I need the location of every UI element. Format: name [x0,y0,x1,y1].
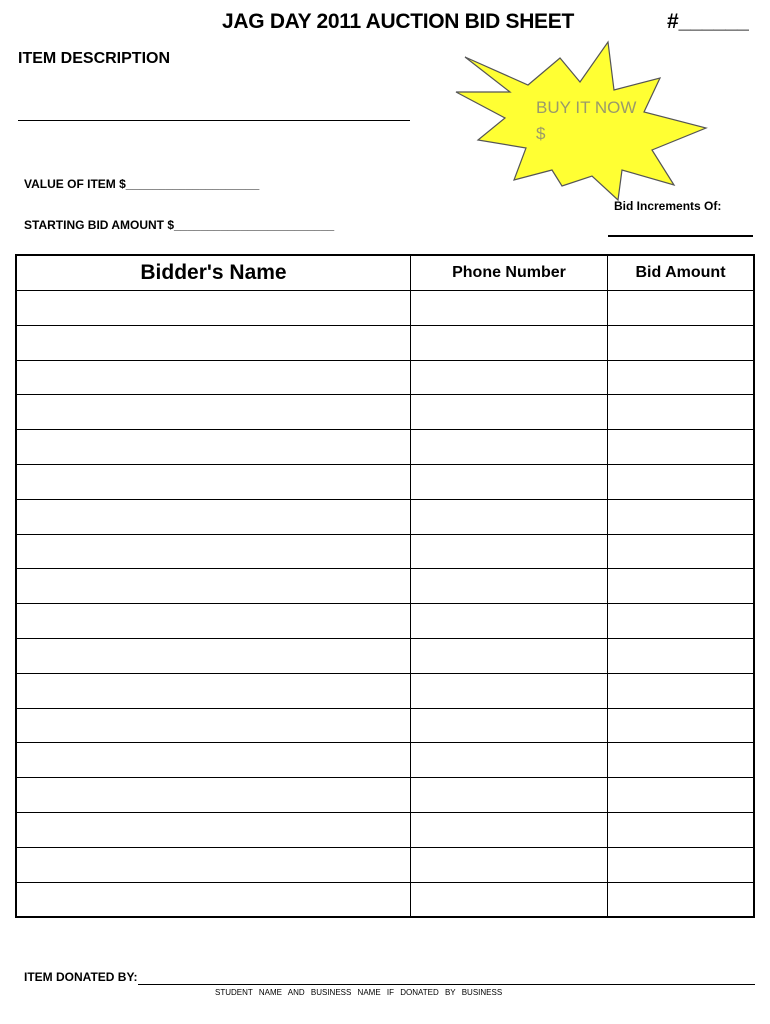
bidder-name-cell[interactable] [16,673,411,708]
bidder-name-cell[interactable] [16,291,411,326]
bid-amount-cell[interactable] [608,847,755,882]
phone-number-cell[interactable] [411,847,608,882]
bid-amount-cell[interactable] [608,534,755,569]
bid-row [16,395,754,430]
bidder-name-cell[interactable] [16,534,411,569]
phone-number-cell[interactable] [411,464,608,499]
bidder-name-cell[interactable] [16,360,411,395]
bidder-name-cell[interactable] [16,638,411,673]
column-bid-amount: Bid Amount [608,255,755,291]
bid-amount-cell[interactable] [608,673,755,708]
phone-number-cell[interactable] [411,395,608,430]
bid-amount-cell[interactable] [608,638,755,673]
phone-number-cell[interactable] [411,743,608,778]
bid-amount-cell[interactable] [608,325,755,360]
buy-it-now-price-field[interactable]: $ [536,124,546,143]
starburst-shape [456,42,706,200]
bid-amount-cell[interactable] [608,882,755,917]
phone-number-cell[interactable] [411,673,608,708]
buy-it-now-label: BUY IT NOW [536,98,637,117]
bidder-name-cell[interactable] [16,499,411,534]
bid-amount-cell[interactable] [608,360,755,395]
phone-number-cell[interactable] [411,604,608,639]
column-phone-number: Phone Number [411,255,608,291]
phone-number-cell[interactable] [411,778,608,813]
bid-table-header [16,255,754,291]
phone-number-cell[interactable] [411,430,608,465]
phone-number-cell[interactable] [411,291,608,326]
bid-row [16,743,754,778]
bidder-name-cell[interactable] [16,430,411,465]
bid-amount-cell[interactable] [608,464,755,499]
bid-row [16,499,754,534]
phone-number-cell[interactable] [411,569,608,604]
sheet-title: JAG DAY 2011 AUCTION BID SHEET [222,10,574,33]
bid-amount-cell[interactable] [608,569,755,604]
bid-row [16,708,754,743]
bid-amount-cell[interactable] [608,430,755,465]
bid-amount-cell[interactable] [608,778,755,813]
bid-table [15,254,755,918]
bid-row [16,325,754,360]
bidder-name-cell[interactable] [16,743,411,778]
phone-number-cell[interactable] [411,882,608,917]
bid-row [16,812,754,847]
bidder-name-cell[interactable] [16,325,411,360]
item-donated-by-field[interactable] [138,984,755,985]
phone-number-cell[interactable] [411,499,608,534]
bidder-name-cell[interactable] [16,847,411,882]
bid-increments-field[interactable] [608,235,753,237]
bid-amount-cell[interactable] [608,291,755,326]
bid-amount-cell[interactable] [608,499,755,534]
bid-row [16,604,754,639]
bidder-name-cell[interactable] [16,708,411,743]
bid-amount-cell[interactable] [608,812,755,847]
phone-number-cell[interactable] [411,812,608,847]
bidder-name-cell[interactable] [16,812,411,847]
bid-increments-label: Bid Increments Of: [614,199,722,213]
phone-number-cell[interactable] [411,638,608,673]
sheet-number-field[interactable]: #______ [667,10,749,33]
item-donated-by-label: ITEM DONATED BY: [24,970,138,984]
bid-amount-cell[interactable] [608,395,755,430]
phone-number-cell[interactable] [411,360,608,395]
phone-number-cell[interactable] [411,534,608,569]
bidder-name-cell[interactable] [16,569,411,604]
bidder-name-cell[interactable] [16,882,411,917]
bid-row [16,778,754,813]
bid-row [16,882,754,917]
item-description-label: ITEM DESCRIPTION [18,50,171,67]
bid-row [16,673,754,708]
value-of-item-field[interactable]: VALUE OF ITEM $____________________ [24,177,260,191]
bidder-name-cell[interactable] [16,604,411,639]
bidder-name-cell[interactable] [16,395,411,430]
bid-row [16,569,754,604]
bid-row [16,360,754,395]
bid-row [16,464,754,499]
bidder-name-cell[interactable] [16,778,411,813]
bid-amount-cell[interactable] [608,604,755,639]
item-donated-by-hint: STUDENT NAME AND BUSINESS NAME IF DONATED BY BUSINESS [215,988,503,997]
bid-amount-cell[interactable] [608,708,755,743]
column-bidders-name: Bidder's Name [16,255,411,291]
bid-row [16,534,754,569]
bid-row [16,638,754,673]
bid-row [16,291,754,326]
phone-number-cell[interactable] [411,708,608,743]
bid-row [16,847,754,882]
bid-row [16,430,754,465]
bid-rows [16,291,754,918]
bidder-name-cell[interactable] [16,464,411,499]
starting-bid-field[interactable]: STARTING BID AMOUNT $________________________ [24,218,335,232]
phone-number-cell[interactable] [411,325,608,360]
bid-amount-cell[interactable] [608,743,755,778]
